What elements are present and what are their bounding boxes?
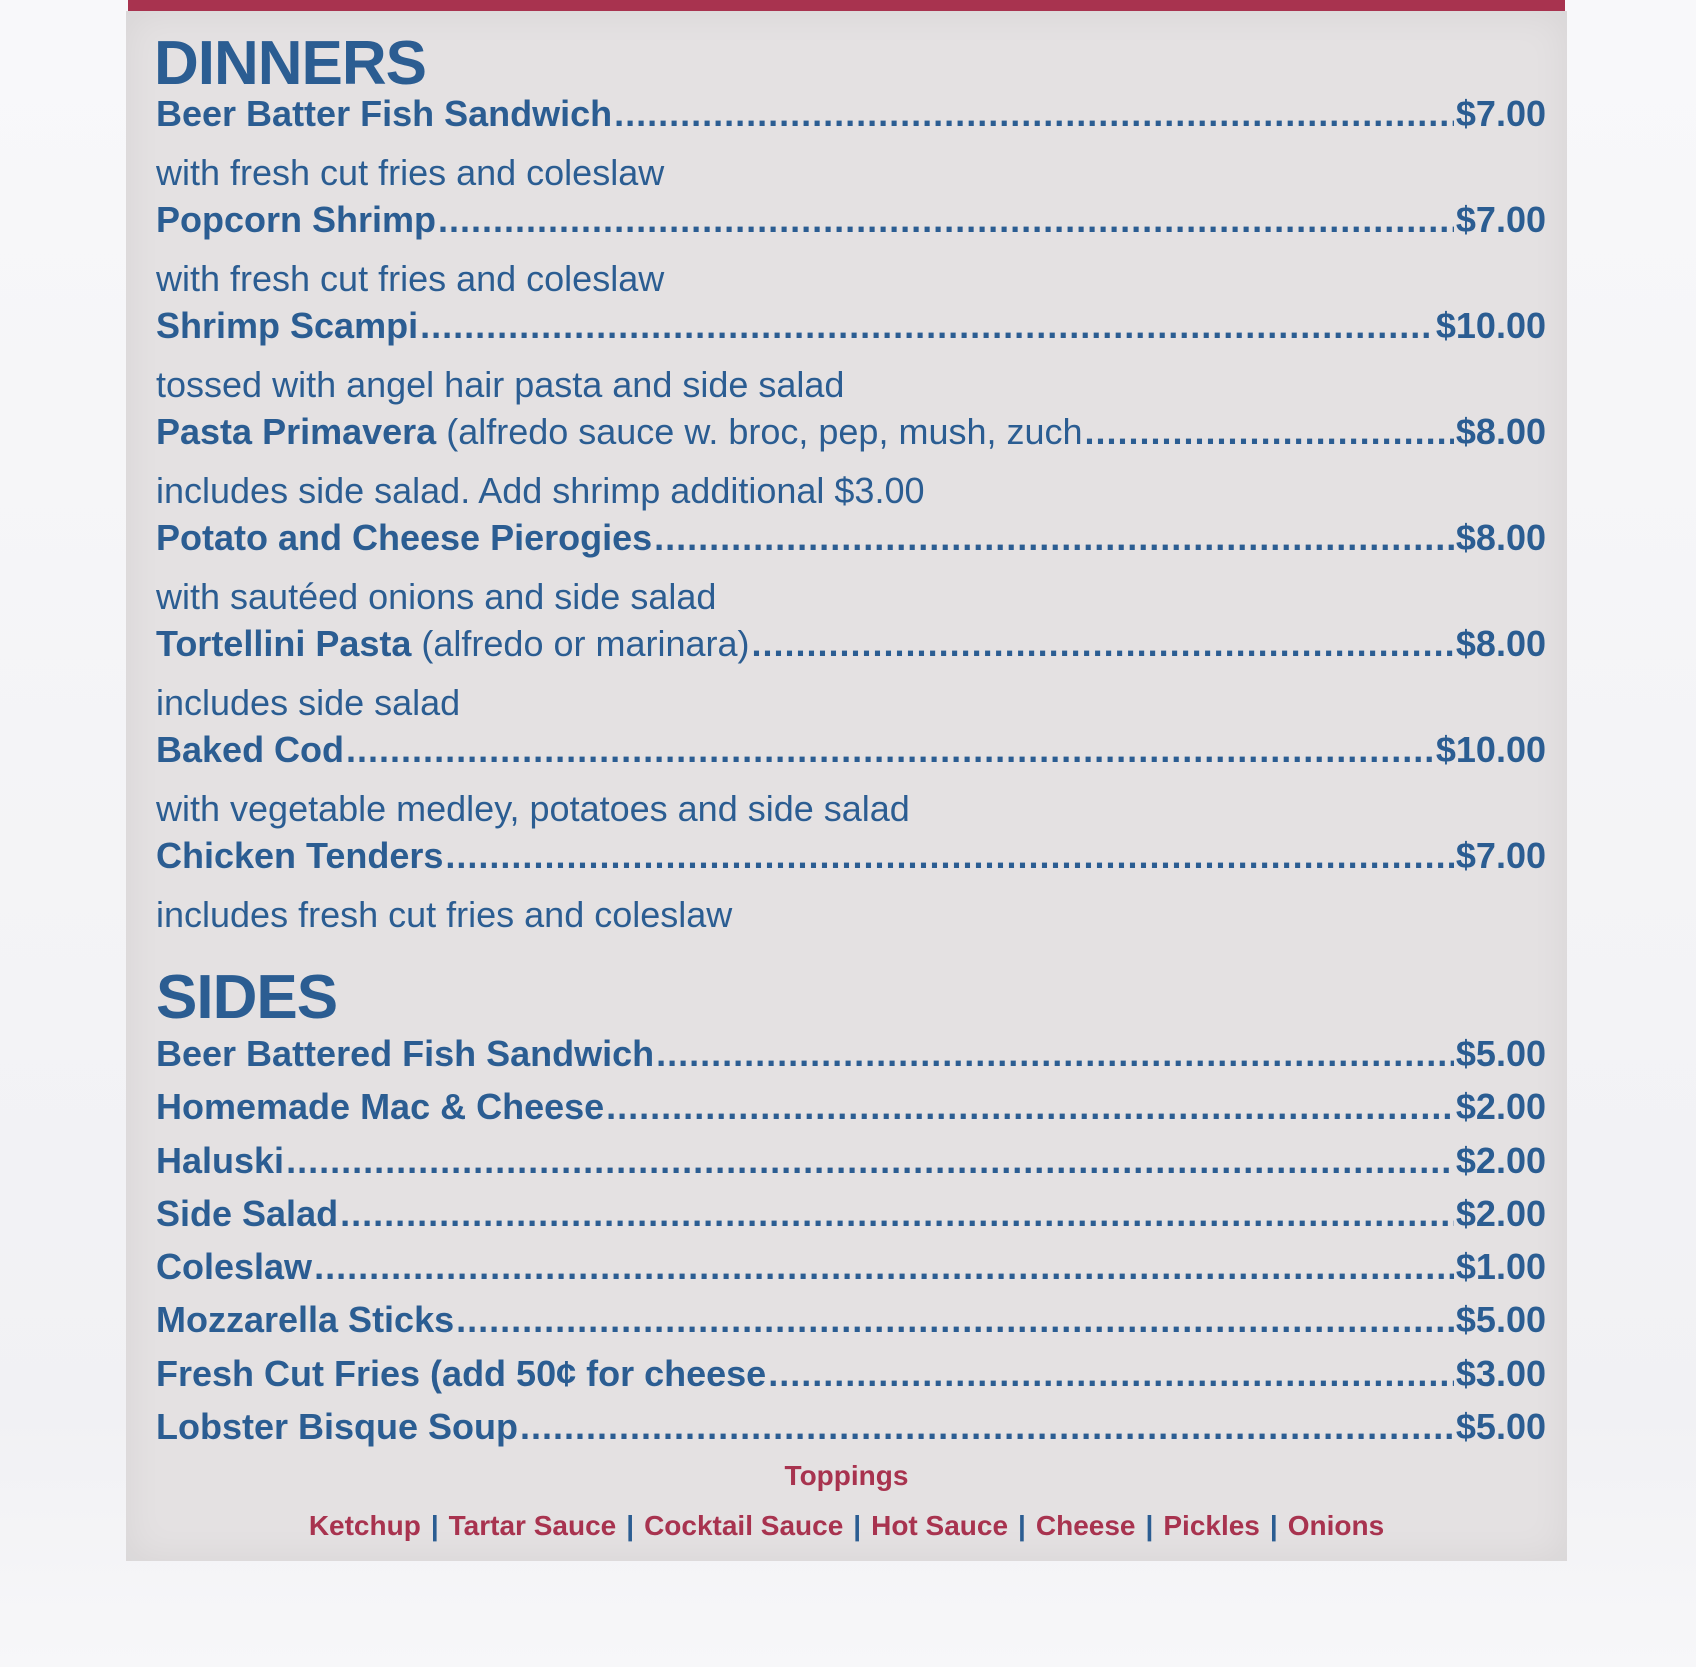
side-item-name: Coleslaw — [156, 1246, 313, 1288]
topping-item: Ketchup — [308, 1510, 421, 1541]
topping-separator: | — [626, 1510, 635, 1541]
dot-leader — [438, 199, 1454, 241]
topping-separator: | — [430, 1510, 439, 1541]
dot-leader — [445, 835, 1453, 877]
dinner-item-description: with sautéed onions and side salad — [156, 576, 717, 617]
dot-leader — [614, 93, 1454, 135]
dinner-item — [156, 305, 1546, 411]
side-item-name: Beer Battered Fish Sandwich — [156, 1033, 655, 1074]
dinner-item-description: includes side salad. Add shrimp additional $3.00 — [156, 470, 925, 511]
side-item-name: Homemade Mac & Cheese — [156, 1086, 605, 1128]
dinner-item-description: with fresh cut fries and coleslaw — [156, 258, 665, 299]
side-item — [156, 1299, 1546, 1352]
dot-leader — [314, 1246, 1454, 1288]
dinner-item-name: Popcorn Shrimp — [156, 199, 437, 240]
dot-leader — [656, 1033, 1454, 1075]
side-item-name: Side Salad — [156, 1192, 339, 1234]
dinner-item-description: tossed with angel hair pasta and side salad — [156, 364, 845, 405]
dinner-item — [156, 199, 1546, 305]
dinner-item-price: $10.00 — [1435, 305, 1546, 346]
dinner-item-description: with vegetable medley, potatoes and side salad — [156, 788, 910, 829]
side-item-price: $1.00 — [1455, 1246, 1546, 1288]
dinner-item — [156, 93, 1546, 199]
side-item — [156, 1353, 1546, 1406]
side-item — [156, 1406, 1546, 1459]
dinners-heading: DINNERS — [154, 29, 427, 98]
dot-leader — [286, 1140, 1454, 1182]
sides-heading: SIDES — [156, 963, 338, 1032]
dinner-item-description: with fresh cut fries and coleslaw — [156, 152, 665, 193]
topping-item: Cheese — [1035, 1510, 1136, 1541]
dot-leader — [654, 517, 1454, 559]
side-item-name: Mozzarella Sticks — [156, 1299, 455, 1341]
side-item-name: Haluski — [156, 1139, 285, 1181]
side-item-price: $5.00 — [1455, 1299, 1546, 1341]
side-item-name: Lobster Bisque Soup — [156, 1406, 519, 1448]
dot-leader — [456, 1299, 1454, 1341]
dot-leader — [752, 623, 1454, 665]
dinner-item-price: $7.00 — [1455, 199, 1546, 240]
dinner-item-price: $8.00 — [1455, 623, 1546, 664]
side-item-name: Fresh Cut Fries (add 50¢ for cheese — [156, 1352, 767, 1394]
side-item-price: $5.00 — [1455, 1406, 1546, 1448]
dinner-item-name: Baked Cod — [156, 729, 345, 770]
topping-item: Pickles — [1163, 1510, 1260, 1541]
dinner-item-name: Potato and Cheese Pierogies — [156, 517, 653, 558]
dinner-item-description: includes side salad — [156, 682, 461, 723]
topping-item: Onions — [1287, 1510, 1385, 1541]
dot-leader — [346, 729, 1434, 771]
topping-separator: | — [1145, 1510, 1154, 1541]
side-item — [156, 1086, 1546, 1139]
topping-separator: | — [1269, 1510, 1278, 1541]
topping-item: Cocktail Sauce — [644, 1510, 844, 1541]
menu-panel — [126, 11, 1567, 1561]
side-item — [156, 1140, 1546, 1193]
side-item-price: $2.00 — [1455, 1139, 1546, 1181]
topping-separator: | — [1018, 1510, 1026, 1541]
dinner-item-name: Tortellini Pasta — [156, 623, 412, 664]
dinner-item-price: $10.00 — [1435, 729, 1546, 770]
dot-leader — [520, 1406, 1454, 1448]
dinner-item-price: $7.00 — [1455, 835, 1546, 876]
topping-separator: | — [853, 1510, 862, 1541]
toppings-list — [126, 1510, 1567, 1542]
dinner-item-name: Shrimp Scampi — [156, 305, 419, 346]
dinner-item — [156, 411, 1546, 517]
dinner-item-name: Beer Batter Fish Sandwich — [156, 93, 613, 134]
dinners-list — [156, 93, 1546, 941]
dinner-item-note: (alfredo sauce w. broc, pep, mush, zuch — [446, 411, 1083, 452]
dinner-item-price: $7.00 — [1455, 93, 1546, 134]
dinner-item-name: Chicken Tenders — [156, 835, 444, 876]
dinner-item — [156, 835, 1546, 941]
side-item — [156, 1033, 1546, 1086]
top-accent-bar — [128, 0, 1565, 11]
dot-leader — [768, 1353, 1454, 1395]
dot-leader — [340, 1193, 1454, 1235]
dinner-item — [156, 517, 1546, 623]
side-item-price: $2.00 — [1455, 1192, 1546, 1234]
side-item-price: $3.00 — [1455, 1352, 1546, 1394]
dinner-item — [156, 729, 1546, 835]
dot-leader — [606, 1086, 1454, 1128]
dinner-item-price: $8.00 — [1455, 517, 1546, 558]
topping-item: Tartar Sauce — [448, 1510, 617, 1541]
sides-list — [156, 1033, 1546, 1459]
side-item-price: $2.00 — [1455, 1086, 1546, 1128]
side-item — [156, 1246, 1546, 1299]
side-item-price: $5.00 — [1455, 1033, 1546, 1074]
dot-leader — [1085, 411, 1454, 453]
side-item — [156, 1193, 1546, 1246]
dinner-item-description: includes fresh cut fries and coleslaw — [156, 894, 733, 935]
dinner-item-price: $8.00 — [1455, 411, 1546, 452]
toppings-heading: Toppings — [784, 1460, 909, 1491]
dinner-item — [156, 623, 1546, 729]
dinner-item-name: Pasta Primavera — [156, 411, 437, 452]
dot-leader — [420, 305, 1434, 347]
dinner-item-note: (alfredo or marinara) — [421, 623, 750, 664]
topping-item: Hot Sauce — [871, 1510, 1009, 1541]
